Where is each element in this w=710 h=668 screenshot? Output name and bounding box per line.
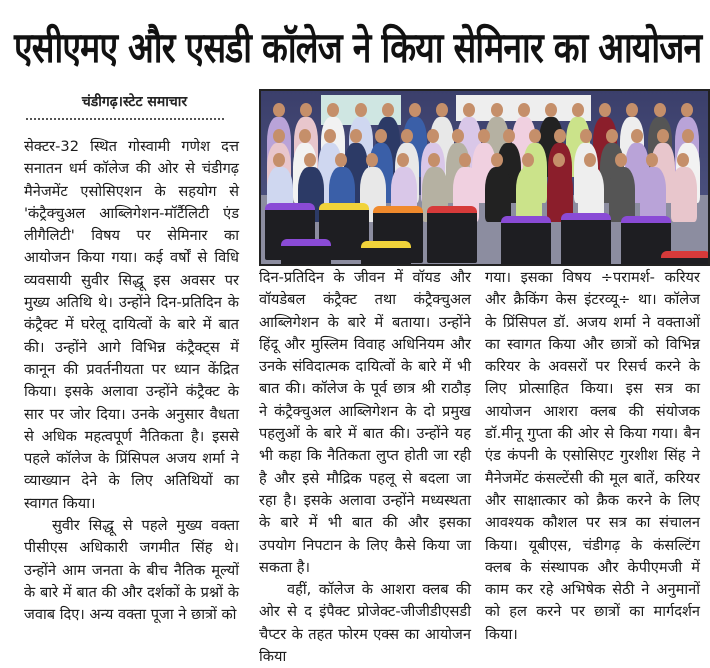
attendee-head (304, 153, 316, 167)
attendee-head (327, 103, 339, 117)
auditorium-seat (281, 239, 331, 266)
headline: एसीएमए और एसडी कॉलेज ने किया सेमिनार का आयोजन (14, 23, 702, 72)
attendee-head (299, 129, 311, 143)
attendee-head (554, 129, 566, 143)
attendee-head (580, 129, 592, 143)
article-paragraph: वहीं, कॉलेज के आशरा क्लब की ओर से द इंपैक्ट प्रोजेक्ट-जीजीडीएसडी चैप्टर के तहत फोरम एक्स का आयोजन किया (259, 581, 471, 666)
article-paragraph: दिन-प्रतिदिन के जीवन में वॉयड और वॉयडेबल कंट्रैक्ट तथा कंट्रैक्चुअल आब्लिगेशन के बारे में बताया। उन्होंने हिंदू और मुस्लिम विवाह अधिनियम और उनके संविदात्मक दायित्वों के बारे में भी बात की। कॉलेज के पूर्व छात्र श्री राठौड़ ने कंट्रैक्चुअल आब्लिगेशन के दो प्रमुख पहलुओं के बारे में बात की। उन्होंने यह भी कहा कि नैतिकता लुप्त होती जा रही है और इसे मौद्रिक पहलू से बदला जा रहा है। इसके अलावा उन्होंने मध्यस्थता के बारे में भी बात की और इसका उपयोग निपटान के लिए कैसे किया जा सकता है। (259, 269, 471, 576)
attendee-head (545, 103, 557, 117)
attendee-head (657, 129, 669, 143)
auditorium-seat (561, 213, 611, 266)
attendee-head (401, 129, 413, 143)
attendee (516, 167, 542, 222)
attendee-head (491, 103, 503, 117)
auditorium-seat (427, 206, 477, 263)
group-photo (259, 89, 710, 266)
article-column-3 (485, 267, 700, 646)
article-paragraph: सुवीर सिद्धू से पहले मुख्य वक्ता पीसीएस अधिकारी जगमीत सिंह थे। उन्होंने आम जनता के बीच नैतिक मूल्यों के बारे में बात की और दर्शकों के प्रश्नों के जवाब दिए। अन्य वक्ता पूजा ने छात्रों को (24, 517, 239, 624)
attendee-head (646, 153, 658, 167)
attendee-head (478, 129, 490, 143)
attendee-head (273, 103, 285, 117)
attendee-head (273, 129, 285, 143)
attendee-head (584, 153, 596, 167)
attendee-head (599, 103, 611, 117)
attendees (261, 91, 708, 264)
article-column-2 (259, 267, 471, 668)
attendee-head (654, 103, 666, 117)
attendee-head (350, 129, 362, 143)
attendee-head (606, 129, 618, 143)
attendee-head (436, 103, 448, 117)
attendee-head (615, 153, 627, 167)
article-paragraph: गया। इसका विषय ÷परामर्श- करियर और क्रैकिंग केस इंटरव्यू÷ था। कॉलेज के प्रिंसिपल डॉ. अजय शर्मा ने वक्ताओं का स्वागत किया और छात्रों को विभिन्न करियर के अवसरों पर रिसर्च करने के लिए प्रोत्साहित किया। इस सत्र का आयोजन आशरा क्लब की संयोजक डॉ.मीनू गुप्ता की ओर से किया गया। बैन एंड कंपनी के एसोसिएट गुरशीश सिंह ने मैनेजमेंट कंसल्टेंसी की मूल बातें, करियर और साक्षात्कार को क्रैक करने के लिए आवश्यक कौशल पर सत्र का संचालन किया। यूबीएस, चंडीगढ़ के कंसल्टिंग क्लब के संस्थापक और केपीएमजी में काम कर रहे अभिषेक सेठी ने अनुमानों को हल करने पर छात्रों का मार्गदर्शन किया। (485, 269, 700, 643)
attendee-head (273, 153, 285, 167)
attendee-head (681, 103, 693, 117)
attendee (671, 167, 697, 222)
attendee-head (409, 103, 421, 117)
auditorium-seat (661, 251, 710, 266)
attendee-head (529, 129, 541, 143)
auditorium-seat (501, 216, 551, 266)
attendee-head (626, 103, 638, 117)
attendee (640, 167, 666, 222)
article-paragraph: सेक्टर-32 स्थित गोस्वामी गणेश दत्त सनातन धर्म कॉलेज की ओर से चंडीगढ़ मैनेजमेंट एसोसिएशन के सहयोग से 'कंट्रैक्चुअल आब्लिगेशन-मॉर्टैलिटी एंड लीगैलिटी' विषय पर सेमिनार का आयोजन किया गया। कई वर्षों से विधि व्यवसायी सुवीर सिद्धू इस अवसर पर मुख्य अतिथि थे। उन्होंने दिन-प्रतिदिन के कंट्रैक्ट में घरेलू दायित्वों के बारे में बात की। उन्होंने आगे विभिन्न कंट्रैक्ट्स में कानून की प्रवर्तनीयता पर ध्यान केंद्रित किया। इसके अलावा उन्होंने कंट्रैक्ट के सार पर जोर दिया। उनके अनुसार वैधता से अधिक महत्वपूर्ण नैतिकता है। इससे पहले कॉलेज के प्रिंसिपल अजय शर्मा ने व्याख्यान देने के लिए अतिथियों का स्वागत किया। (24, 138, 239, 512)
attendee-head (553, 153, 565, 167)
article-column-1 (24, 136, 239, 627)
auditorium-seat (361, 241, 411, 266)
attendee-head (522, 153, 534, 167)
attendee-head (572, 103, 584, 117)
attendee-head (677, 153, 689, 167)
attendee-head (463, 103, 475, 117)
attendee-head (518, 103, 530, 117)
attendee-head (491, 153, 503, 167)
attendee-head (382, 103, 394, 117)
dateline: चंडीगढ़।स्टेट समाचार (81, 94, 188, 110)
attendee (485, 167, 511, 222)
dateline-divider (26, 118, 224, 120)
attendee (609, 167, 635, 222)
attendee-head (355, 103, 367, 117)
attendee-head (427, 129, 439, 143)
attendee-head (300, 103, 312, 117)
